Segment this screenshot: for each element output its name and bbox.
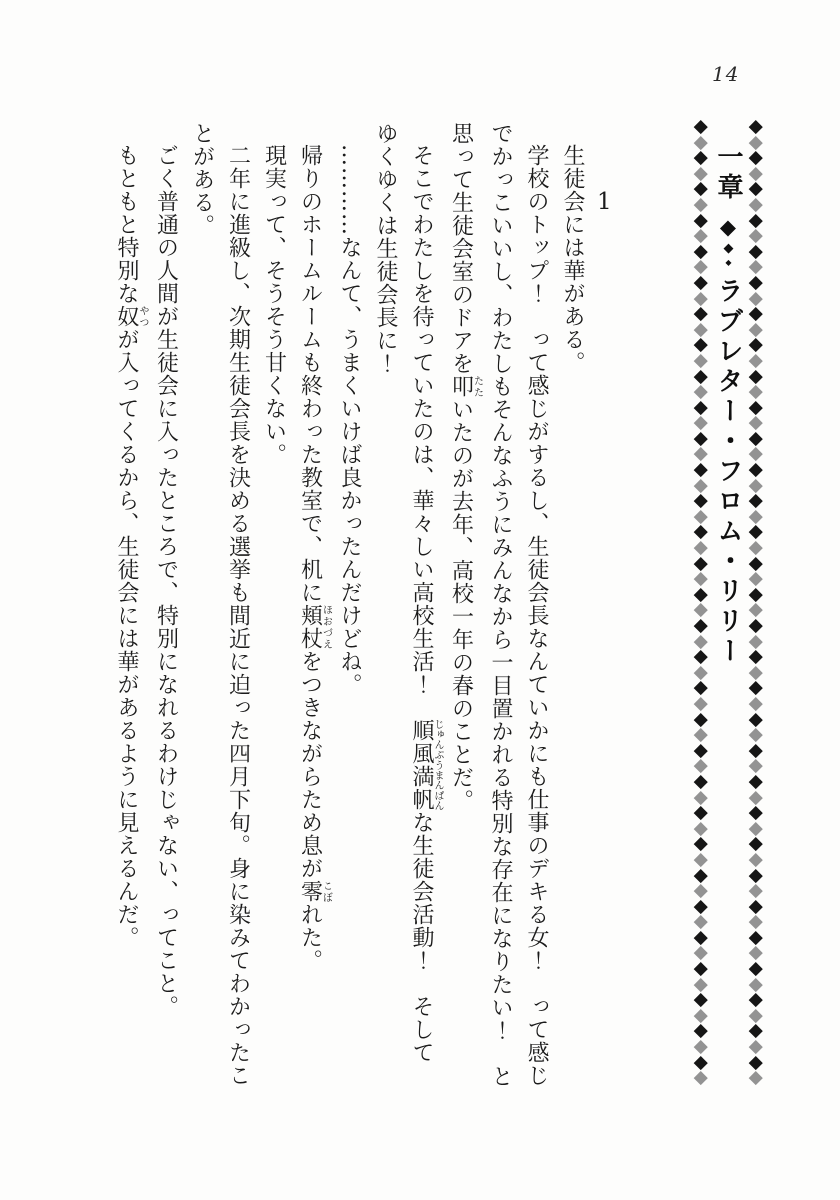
diamond-icon (749, 182, 762, 195)
diamond-icon (694, 869, 707, 882)
diamond-icon (749, 962, 762, 975)
diamond-icon (749, 463, 762, 476)
diamond-icon (694, 494, 707, 507)
diamond-icon (694, 728, 707, 741)
diamond-icon (694, 666, 707, 679)
diamond-icon (749, 1040, 762, 1053)
diamond-icon (694, 635, 707, 648)
diamond-icon (749, 432, 762, 445)
diamond-icon (694, 198, 707, 211)
text-line: 二年に進級し、次期生徒会長を決める選挙も間近に迫った四月下旬。身に染みてわかったこ (225, 144, 251, 1087)
chapter-title-text: ラブレター・フロム・リリー (713, 277, 743, 667)
diamond-icon (694, 354, 707, 367)
text-line: 現実って、そうそう甘くない。 (261, 144, 287, 466)
diamond-icon (749, 853, 762, 866)
diamond-icon (749, 541, 762, 554)
text-line: 思って生徒会室のドアを叩たたいたのが去年、高校一年の春のことだ。 (448, 122, 483, 812)
diamond-icon (694, 822, 707, 835)
text-line: とがある。 (189, 122, 215, 237)
diamond-icon (694, 245, 707, 258)
diamond-icon (694, 136, 707, 149)
diamond-icon (694, 323, 707, 336)
diamond-icon (749, 635, 762, 648)
diamond-icon (694, 853, 707, 866)
diamond-icon (749, 1056, 762, 1069)
furigana-ruby: 奴やつ (114, 305, 148, 328)
diamond-icon (749, 167, 762, 180)
diamond-icon (749, 713, 762, 726)
diamond-icon (749, 136, 762, 149)
diamond-icon (749, 1024, 762, 1037)
text-line: ごく普通の人間が生徒会に入ったところで、特別になれるわけじゃない、ってこと。 (153, 144, 179, 1018)
diamond-icon (749, 697, 762, 710)
diamond-icon (694, 681, 707, 694)
diamond-icon (694, 1071, 707, 1084)
diamond-icon (749, 931, 762, 944)
text-line: 生徒会には華がある。 (560, 144, 585, 374)
diamond-icon (749, 198, 762, 211)
diamond-icon (694, 401, 707, 414)
furigana-ruby: 頬杖ほおづえ (297, 604, 332, 650)
chapter-label: 一章 (713, 143, 743, 203)
diamond-icon (749, 370, 762, 383)
diamond-icon (749, 1071, 762, 1084)
diamond-icon (694, 385, 707, 398)
diamond-icon (749, 260, 762, 273)
diamond-icon (749, 245, 762, 258)
diamond-icon (694, 775, 707, 788)
diamond-icon (749, 869, 762, 882)
diamond-icon (694, 510, 707, 523)
diamond-icon (694, 120, 707, 133)
diamond-icon (749, 229, 762, 242)
diamond-icon (694, 214, 707, 227)
diamond-icon (694, 900, 707, 913)
diamond-icon (749, 791, 762, 804)
diamond-icon (749, 666, 762, 679)
diamond-cluster-icon (713, 215, 743, 267)
diamond-icon (749, 557, 762, 570)
diamond-icon (694, 541, 707, 554)
diamond-icon (694, 307, 707, 320)
diamond-icon (749, 993, 762, 1006)
diamond-icon (749, 525, 762, 538)
diamond-icon (749, 307, 762, 320)
diamond-icon (694, 448, 707, 461)
diamond-icon (749, 884, 762, 897)
diamond-icon (749, 900, 762, 913)
diamond-icon (694, 619, 707, 632)
diamond-icon (694, 151, 707, 164)
diamond-icon (749, 448, 762, 461)
diamond-icon (749, 915, 762, 928)
text-line: そこでわたしを待っていたのは、華々しい高校生活！ 順風満帆じゅんぷうまんぱんな生徒会活動！ そして (409, 144, 443, 1064)
diamond-icon (749, 728, 762, 741)
diamond-icon (694, 432, 707, 445)
diamond-icon (694, 525, 707, 538)
text-line: ゆくゆくは生徒会長に！ (373, 122, 398, 375)
diamond-icon (749, 744, 762, 757)
diamond-icon (694, 260, 707, 273)
diamond-icon (694, 416, 707, 429)
diamond-icon (694, 1009, 707, 1022)
diamond-icon (749, 806, 762, 819)
text-line: 帰りのホームルームも終わった教室で、机に頬杖ほおづえをつきながらため息が零こぼれた。 (297, 144, 332, 972)
text-line: …………なんて、うまくいけば良かったんだけどね。 (337, 144, 362, 696)
diamond-icon (749, 120, 762, 133)
diamond-icon (749, 494, 762, 507)
diamond-icon (749, 572, 762, 585)
diamond-icon (694, 370, 707, 383)
diamond-medium-icon: ◆ (721, 241, 736, 256)
diamond-icon (694, 167, 707, 180)
diamond-icon (749, 323, 762, 336)
diamond-icon (749, 292, 762, 305)
diamond-icon (694, 791, 707, 804)
diamond-icon (749, 681, 762, 694)
diamond-icon (749, 759, 762, 772)
diamond-icon (749, 151, 762, 164)
diamond-icon (749, 338, 762, 351)
furigana-ruby: 順風満帆じゅんぷうまんぱん (409, 719, 443, 811)
diamond-icon (694, 182, 707, 195)
diamond-icon (694, 572, 707, 585)
furigana-ruby: 零こぼ (297, 880, 332, 903)
diamond-icon (694, 713, 707, 726)
chapter-border-diamonds-left-icon (694, 122, 708, 1083)
diamond-icon (694, 588, 707, 601)
diamond-icon (749, 947, 762, 960)
diamond-icon (749, 1009, 762, 1022)
diamond-icon (749, 385, 762, 398)
diamond-icon (694, 759, 707, 772)
diamond-icon (694, 1040, 707, 1053)
diamond-icon (694, 978, 707, 991)
diamond-icon (694, 1024, 707, 1037)
diamond-icon (694, 603, 707, 616)
diamond-icon (749, 276, 762, 289)
diamond-icon (749, 619, 762, 632)
diamond-icon (694, 650, 707, 663)
diamond-large-icon: ◆ (716, 215, 740, 239)
text-line: もともと特別な奴やつが入ってくるから、生徒会には華があるように見えるんだ。 (114, 144, 148, 949)
diamond-icon (694, 1056, 707, 1069)
diamond-icon (749, 603, 762, 616)
diamond-icon (694, 884, 707, 897)
diamond-icon (749, 650, 762, 663)
diamond-icon (694, 276, 707, 289)
diamond-icon (749, 214, 762, 227)
diamond-icon (694, 837, 707, 850)
diamond-icon (749, 510, 762, 523)
section-number: 1 (597, 189, 612, 215)
body-text (114, 122, 590, 1097)
diamond-icon (694, 806, 707, 819)
diamond-icon (749, 978, 762, 991)
diamond-icon (749, 775, 762, 788)
diamond-icon (694, 697, 707, 710)
diamond-icon (694, 557, 707, 570)
diamond-icon (694, 915, 707, 928)
diamond-icon (694, 744, 707, 757)
diamond-icon (694, 931, 707, 944)
diamond-icon (749, 354, 762, 367)
diamond-icon (694, 229, 707, 242)
text-line: 学校のトップ！ って感じがするし、生徒会長なんていかにも仕事のデキる女！ って感じ (524, 144, 549, 1087)
diamond-icon (749, 401, 762, 414)
chapter-title (710, 143, 747, 1104)
diamond-icon (694, 993, 707, 1006)
diamond-icon (749, 479, 762, 492)
diamond-icon (694, 947, 707, 960)
diamond-icon (749, 822, 762, 835)
diamond-icon (694, 479, 707, 492)
diamond-icon (749, 837, 762, 850)
diamond-icon (749, 588, 762, 601)
furigana-ruby: 叩たた (448, 375, 483, 398)
diamond-icon (694, 962, 707, 975)
diamond-icon (694, 292, 707, 305)
page-number: 14 (712, 62, 740, 86)
diamond-icon (694, 338, 707, 351)
chapter-border-diamonds-right-icon (749, 122, 763, 1083)
diamond-icon (749, 416, 762, 429)
text-line: でかっこいいし、わたしもそんなふうにみんなから一目置かれる特別な存在になりたい！ と (488, 122, 513, 1088)
diamond-small-icon: ◆ (724, 258, 733, 267)
diamond-icon (694, 463, 707, 476)
